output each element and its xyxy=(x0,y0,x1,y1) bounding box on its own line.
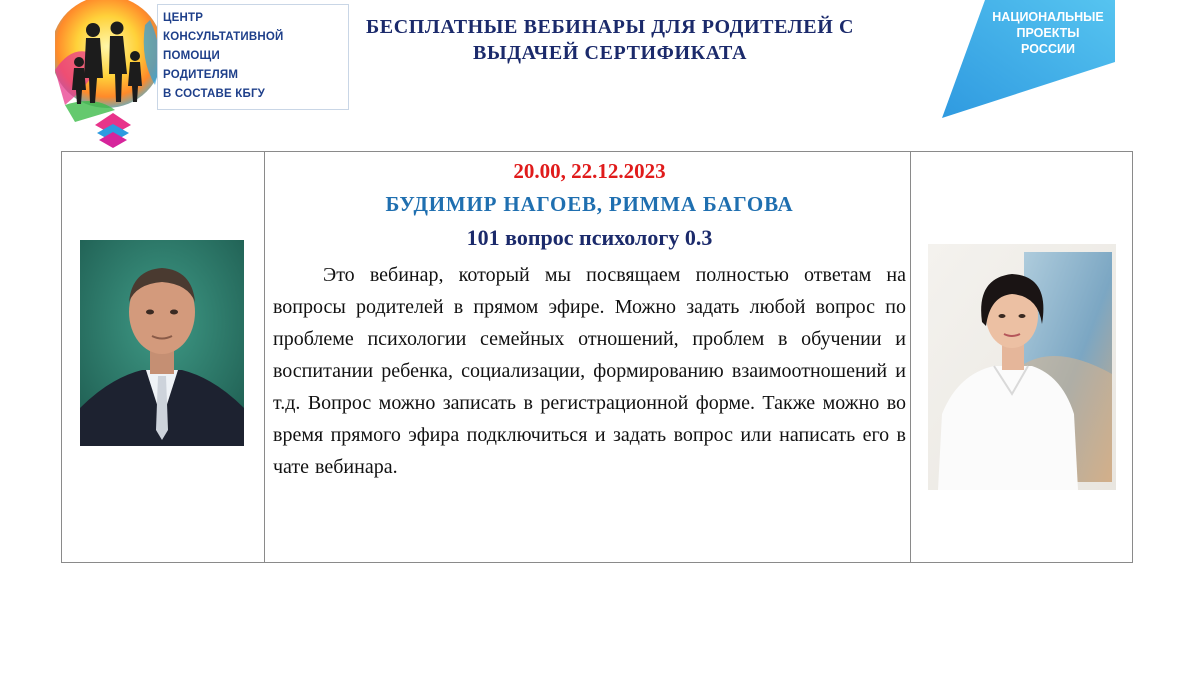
portrait-male-icon xyxy=(80,240,244,446)
event-description: Это вебинар, который мы посвящаем полностью ответам на вопросы родителей в прямом эфире. Можно задать любой вопрос по проблеме психологии семейных отношений, проблем в обучении и воспитании ребенка, социализации, формированию взаимоотношений и т.д. Вопрос можно записать в регистрационной форме. Также можно во время прямого эфира подключиться и задать вопрос или написать его в чате вебинара. xyxy=(273,264,906,478)
event-details xyxy=(266,152,911,562)
logo-text-line: РОДИТЕЛЯМ xyxy=(163,69,239,81)
logo-text-line: НАЦИОНАЛЬНЫЕ xyxy=(992,10,1104,24)
logo-text-line: КОНСУЛЬТАТИВНОЙ xyxy=(163,31,284,43)
event-card xyxy=(61,151,1133,563)
logo-text-line: В СОСТАВЕ КБГУ xyxy=(163,88,266,100)
event-topic: 101 вопрос психологу 0.3 xyxy=(466,225,713,250)
speaker-photo-male xyxy=(80,240,244,446)
logo-text-line: РОССИИ xyxy=(1021,42,1075,56)
logo-text-line: ПОМОЩИ xyxy=(163,50,220,62)
logo-text-line: ЦЕНТР xyxy=(163,12,204,24)
logo-text-line: ПРОЕКТЫ xyxy=(1016,26,1080,40)
page-title xyxy=(320,14,900,66)
column-divider xyxy=(264,152,265,562)
title-line: ВЫДАЧЕЙ СЕРТИФИКАТА xyxy=(473,42,747,64)
event-datetime: 20.00, 22.12.2023 xyxy=(513,159,666,183)
national-projects-logo xyxy=(940,0,1120,120)
speaker-photo-female xyxy=(928,244,1116,490)
family-emblem-icon xyxy=(55,0,165,150)
consulting-center-logo xyxy=(55,0,300,150)
title-line: БЕСПЛАТНЫЕ ВЕБИНАРЫ ДЛЯ РОДИТЕЛЕЙ С xyxy=(365,16,855,38)
portrait-female-icon xyxy=(928,244,1116,490)
event-speakers: БУДИМИР НАГОЕВ, РИММА БАГОВА xyxy=(385,192,794,216)
